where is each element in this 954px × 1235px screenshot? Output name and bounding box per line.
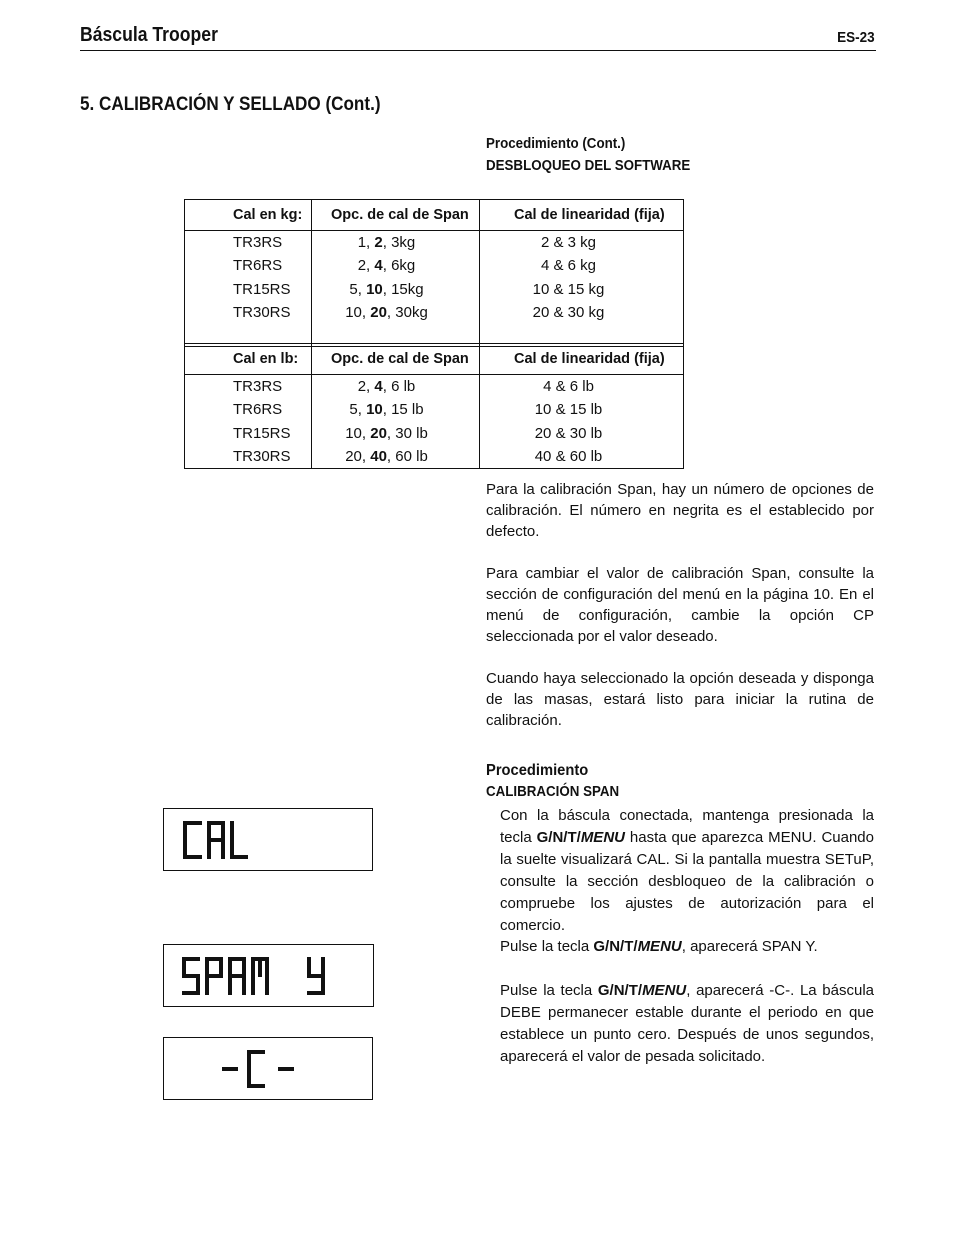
table-row xyxy=(185,445,684,469)
key-label: G/N/T/MENU xyxy=(597,982,687,999)
paragraph-change-span: Para cambiar el valor de calibración Span, consulte la sección de configuración del menú en la página 10. En el menú de configuración, cambie la opción CP seleccionada por el valor deseado. xyxy=(486,565,874,645)
span-cell: 10, 20, 30 lb xyxy=(312,422,480,445)
span-cell: 5, 10, 15kg xyxy=(312,278,480,301)
model-cell: TR15RS xyxy=(185,422,312,445)
model-cell: TR30RS xyxy=(185,445,312,469)
key-label: G/N/T/MENU xyxy=(536,829,625,846)
linearity-cell: 2 & 3 kg xyxy=(480,231,684,255)
model-cell: TR3RS xyxy=(185,375,312,399)
model-cell: TR3RS xyxy=(185,231,312,255)
step-2-text: Pulse la tecla G/N/T/MENU, aparecerá SPAN Y. xyxy=(500,938,818,955)
table-row xyxy=(185,422,684,445)
page-number: ES-23 xyxy=(837,29,875,46)
key-label: G/N/T/MENU xyxy=(593,938,682,955)
table-header: Cal en lb: xyxy=(185,344,312,375)
table-header: Opc. de cal de Span xyxy=(312,200,480,231)
span-cell: 1, 2, 3kg xyxy=(312,231,480,255)
header-divider xyxy=(80,50,876,51)
linearity-cell: 4 & 6 lb xyxy=(480,375,684,399)
table-header: Cal de linearidad (fija) xyxy=(480,200,684,231)
linearity-cell: 20 & 30 lb xyxy=(480,422,684,445)
model-cell: TR6RS xyxy=(185,398,312,421)
paragraph-span-options: Para la calibración Span, hay un número de opciones de calibración. El número en negrita es el establecido por defecto. xyxy=(486,481,874,540)
span-cell: 10, 20, 30kg xyxy=(312,301,480,324)
table-row xyxy=(185,254,684,277)
table-header: Cal en kg: xyxy=(185,200,312,231)
step-3-text: Pulse la tecla G/N/T/MENU, aparecerá -C-. La báscula DEBE permanecer estable durante el periodo en que establece un punto cero. Después de unos segundos, aparecerá el valor de pesada solicitado. xyxy=(500,982,874,1065)
table-row xyxy=(185,278,684,301)
calibration-table-kg xyxy=(184,199,684,347)
model-cell: TR15RS xyxy=(185,278,312,301)
span-cell: 2, 4, 6 lb xyxy=(312,375,480,399)
table-header: Opc. de cal de Span xyxy=(312,344,480,375)
lcd-span-y-icon xyxy=(164,945,372,1005)
procedure-subtitle: CALIBRACIÓN SPAN xyxy=(486,784,620,800)
table-header: Cal de linearidad (fija) xyxy=(480,344,684,375)
span-cell: 2, 4, 6kg xyxy=(312,254,480,277)
procedure-cont-heading xyxy=(486,133,690,177)
procedure-title: Procedimiento xyxy=(486,762,589,779)
linearity-cell: 4 & 6 kg xyxy=(480,254,684,277)
span-cell: 5, 10, 15 lb xyxy=(312,398,480,421)
step-1-text: Con la báscula conectada, mantenga presionada la tecla G/N/T/MENU hasta que aparezca MENU. Cuando la suelte visualizará CAL. Si la pantalla muestra SETuP, consulte la sección desbloqueo de la calibración o compruebe los ajustes de autorización para el comercio. xyxy=(500,807,874,934)
lcd-display-c xyxy=(163,1037,373,1100)
procedure-cont-line1: Procedimiento (Cont.) xyxy=(486,136,626,152)
model-cell: TR30RS xyxy=(185,301,312,324)
table-row xyxy=(185,301,684,324)
section-title: 5. CALIBRACIÓN Y SELLADO (Cont.) xyxy=(80,94,381,115)
procedure-cont-line2: DESBLOQUEO DEL SOFTWARE xyxy=(486,158,691,174)
model-cell: TR6RS xyxy=(185,254,312,277)
document-title: Báscula Trooper xyxy=(80,24,218,46)
table-row xyxy=(185,375,684,399)
lcd-display-cal xyxy=(163,808,373,871)
span-cell: 20, 40, 60 lb xyxy=(312,445,480,469)
paragraph-ready: Cuando haya seleccionado la opción deseada y disponga de las masas, estará listo para iniciar la rutina de calibración. xyxy=(486,670,874,729)
lcd-display-span-y xyxy=(163,944,374,1007)
linearity-cell: 10 & 15 kg xyxy=(480,278,684,301)
linearity-cell: 40 & 60 lb xyxy=(480,445,684,469)
linearity-cell: 10 & 15 lb xyxy=(480,398,684,421)
table-row xyxy=(185,398,684,421)
linearity-cell: 20 & 30 kg xyxy=(480,301,684,324)
lcd-c-icon xyxy=(164,1038,371,1098)
lcd-cal-icon xyxy=(164,809,371,869)
table-row xyxy=(185,231,684,255)
calibration-table-lb xyxy=(184,343,684,469)
